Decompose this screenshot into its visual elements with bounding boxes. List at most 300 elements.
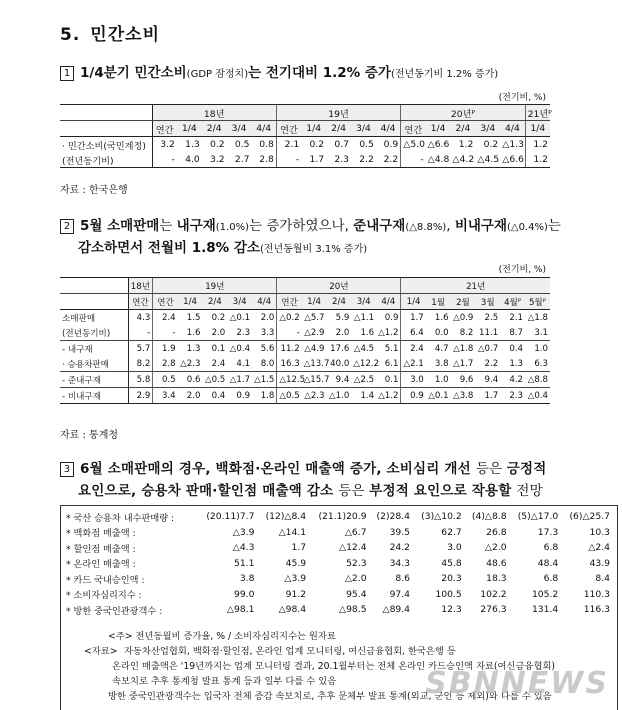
- s2-cell: 2.4: [153, 310, 178, 326]
- s3-indicator-value: 110.3: [583, 588, 610, 600]
- s1-cell: 1.7: [301, 152, 326, 168]
- s2-cell: 1.9: [153, 341, 178, 357]
- s1-cell: -: [152, 152, 177, 168]
- s3-indicator-label: * 할인점 매출액 :: [66, 543, 136, 555]
- s3-indicator-value: 43.9: [589, 557, 610, 569]
- s2-header-corner: [60, 278, 128, 294]
- s2-row-label: - 내구재: [62, 344, 93, 355]
- s3-indicator-value: 62.7: [441, 526, 462, 538]
- s2-t13: 전월비 1.8% 감소: [147, 240, 260, 256]
- s3-t3: 긍정적: [506, 461, 547, 477]
- s3-t4: 요인으로, 승용차 판매·할인점 매출액 감소: [78, 483, 339, 499]
- s2-column-header: 연간: [153, 294, 178, 310]
- s1-cell: 1.3: [185, 139, 200, 150]
- s1-cell: 0.5: [359, 139, 374, 150]
- section-title: 민간소비: [90, 25, 160, 45]
- s3-indicator-value: 20.3: [441, 573, 462, 585]
- s1-cell: 4.0: [177, 152, 202, 168]
- s2-cell: 3.1: [525, 325, 550, 341]
- s2-cell: 6.4: [401, 325, 426, 341]
- s3-indicator-value: △2.0: [344, 573, 367, 585]
- s3-heading: [60, 458, 547, 480]
- s2-cell: 2.8: [153, 356, 178, 372]
- s2-cell: 2.4: [202, 356, 227, 372]
- s2-heading-line2: [78, 237, 367, 261]
- s1-source: 자료 : 한국은행: [60, 185, 128, 196]
- s2-column-header: 5월ᴾ: [525, 294, 550, 310]
- s3-source-label: <자료>: [84, 646, 118, 657]
- s1-text-3: 는: [248, 65, 266, 81]
- s3-source-line: 온라인 매출액은 '19년까지는 업계 모니터링 결과, 20.1월부터는 전체 온라인 카드승인액 자료(여신금융협회): [112, 661, 556, 672]
- s2-t9: 비내구재: [454, 218, 508, 234]
- s1-column-header: 1/4: [177, 121, 202, 137]
- s2-t8: ,: [446, 218, 455, 234]
- s2-cell: 8.0: [252, 356, 277, 372]
- s3-indicator-value: △4.3: [232, 542, 255, 554]
- s2-cell: △1.8: [527, 312, 548, 323]
- s2-cell: 2.0: [202, 325, 227, 341]
- s2-cell: 1.6: [178, 325, 203, 341]
- section-number: 5.: [60, 25, 81, 45]
- s1-column-header: 연간: [401, 121, 426, 137]
- s2-t3: 내구재: [176, 218, 216, 234]
- s2-cell: 2.0: [178, 388, 203, 404]
- s1-year-header: 19년: [276, 105, 400, 121]
- s2-cell: 1.5: [186, 312, 201, 323]
- s2-cell: △0.4: [525, 388, 550, 404]
- s1-year-header: 21년ᴾ: [525, 105, 550, 121]
- s2-cell: △0.7: [477, 343, 499, 354]
- s2-cell: △13.7: [302, 356, 327, 372]
- s3-indicator-value: (2)28.4: [376, 511, 411, 523]
- s3-indicator-value: 95.4: [346, 588, 367, 600]
- s2-cell: 2.3: [500, 388, 525, 404]
- s3-indicator-label: * 국산 승용차 내수판매량 :: [66, 512, 175, 524]
- s2-column-header: 1월: [426, 294, 451, 310]
- s2-cell: △1.0: [327, 388, 352, 404]
- s1-column-header: 1/4: [301, 121, 326, 137]
- s2-header-corner: [60, 294, 128, 310]
- s1-row-label: (전년동기비): [60, 152, 152, 168]
- s2-cell: 16.3: [277, 356, 302, 372]
- s2-cell: 0.9: [227, 388, 252, 404]
- s2-cell: 1.7: [475, 388, 500, 404]
- s2-cell: △5.7: [304, 312, 325, 323]
- s3-indicator-value: 102.2: [480, 588, 507, 600]
- s2-year-header: 21년: [401, 278, 550, 294]
- s1-cell: 2.7: [227, 152, 252, 168]
- s2-cell: △4.9: [304, 343, 325, 354]
- s1-column-header: 4/4: [500, 121, 525, 137]
- s2-cell: △1.7: [227, 372, 252, 388]
- s2-cell: △1.2: [376, 325, 401, 341]
- s3-indicator-value: △12.4: [339, 542, 367, 554]
- s3-source-line: 자동차산업협회, 백화점·할인점, 온라인 업계 모니터링, 여신금융협회, 한국은행 등: [124, 646, 456, 657]
- s1-year-header: 18년: [152, 105, 276, 121]
- s3-indicator-value: 10.3: [589, 526, 610, 538]
- s1-unit: (전기비, %): [498, 93, 546, 103]
- s2-cell: △0.5: [202, 372, 227, 388]
- s2-cell: 3.4: [153, 388, 178, 404]
- s2-cell: -: [153, 325, 178, 341]
- s2-column-header: 4/4: [376, 294, 401, 310]
- s2-cell: 4.7: [434, 343, 449, 354]
- s2-cell: △0.5: [277, 388, 302, 404]
- table-row: [60, 152, 550, 168]
- s2-cell: 2.1: [509, 312, 523, 323]
- list-item: [64, 571, 612, 587]
- s3-source-line: 속보치로 추후 통계청 발표 통계 등과 일부 다를 수 있음: [112, 676, 337, 687]
- s1-column-header: 1/4: [525, 121, 550, 137]
- s3-indicator-value: 131.4: [531, 604, 559, 616]
- s3-number-box: 3: [60, 462, 74, 477]
- s2-cell: 0.9: [401, 388, 426, 404]
- s2-cell: 9.4: [475, 372, 500, 388]
- sbn-news-watermark: SBNNEWS: [425, 666, 609, 701]
- s1-cell: △4.2: [451, 152, 476, 168]
- s3-indicator-value: △3.9: [284, 573, 307, 585]
- s1-text-4: 전기대비 1.2% 증가: [265, 65, 391, 81]
- s1-header-corner: [60, 105, 152, 121]
- s2-column-header: 2/4: [202, 294, 227, 310]
- s3-indicator-label: * 온라인 매출액 :: [66, 559, 136, 571]
- s3-indicator-value: (21.1)20.9: [318, 511, 367, 523]
- s2-cell: 8.2: [451, 325, 476, 341]
- s2-cell: 4.1: [227, 356, 252, 372]
- s3-indicator-value: 18.3: [486, 573, 507, 585]
- s2-cell: 1.7: [401, 310, 426, 326]
- table-row: [60, 310, 550, 326]
- s2-column-header: 2월: [451, 294, 476, 310]
- s2-cell: △2.9: [302, 325, 327, 341]
- s2-year-header: 18년: [128, 278, 153, 294]
- s3-indicator-value: △98.5: [339, 604, 367, 616]
- s2-cell: △15.7: [302, 372, 327, 388]
- s2-cell: △2.1: [401, 356, 426, 372]
- s2-cell: 8.2: [128, 356, 153, 372]
- s2-cell: 5.1: [384, 343, 399, 354]
- s2-cell: △1.5: [252, 372, 277, 388]
- s3-indicator-value: 51.1: [233, 557, 255, 569]
- s2-cell: 9.4: [327, 372, 352, 388]
- s3-indicator-value: 8.6: [395, 573, 411, 585]
- s2-cell: -: [128, 325, 153, 341]
- s3-t7: 전망: [516, 483, 543, 499]
- list-item: [64, 509, 612, 525]
- s3-indicator-value: △98.4: [278, 604, 307, 616]
- s3-indicator-value: 24.2: [389, 542, 411, 554]
- s2-cell: 0.9: [384, 312, 399, 323]
- s2-cell: 5.8: [128, 372, 153, 388]
- s3-indicator-label: * 방한 중국인관광객수 :: [66, 605, 163, 617]
- table-row: [60, 137, 550, 153]
- s2-t5: 는 증가하였으나,: [249, 218, 354, 234]
- s1-cell: 2.8: [252, 152, 277, 168]
- s2-cell: 1.4: [351, 388, 376, 404]
- s2-cell: 6.3: [525, 356, 550, 372]
- list-item: [64, 540, 612, 556]
- list-item: [64, 556, 612, 572]
- s3-indicator-value: △2.0: [484, 542, 507, 554]
- s3-indicator-value: 34.3: [389, 557, 411, 569]
- s1-column-header: 3/4: [475, 121, 500, 137]
- s3-indicator-label: * 백화점 매출액 :: [66, 528, 136, 540]
- s1-column-header: 연간: [152, 121, 177, 137]
- s2-cell: 1.0: [534, 343, 548, 354]
- list-item: [64, 525, 612, 541]
- table-row: [60, 372, 550, 388]
- s2-cell: 0.2: [211, 312, 226, 323]
- s2-cell: 0.1: [376, 372, 401, 388]
- s1-row-label: · 민간소비(국민계정): [62, 140, 147, 152]
- s3-indicator-value: △89.4: [382, 604, 411, 616]
- s2-cell: 9.6: [451, 372, 476, 388]
- s2-cell: 17.6: [330, 343, 350, 354]
- s2-cell: 1.0: [426, 372, 451, 388]
- s1-text-1: 1/4분기 민간소비: [80, 65, 187, 81]
- s2-cell: 0.5: [153, 372, 178, 388]
- s2-cell: 0.6: [178, 372, 203, 388]
- s2-column-header: 4/4: [252, 294, 277, 310]
- s1-text-5: (전년동기비 1.2% 증가): [390, 69, 499, 80]
- s2-t1: 5월 소매판매: [80, 218, 160, 234]
- s1-cell: 0.9: [383, 139, 399, 150]
- s1-cell: 0.7: [334, 139, 349, 150]
- s2-year-header: 20년: [277, 278, 401, 294]
- s1-cell: △4.8: [426, 152, 451, 168]
- s1-cell: 1.2: [525, 152, 550, 168]
- s2-cell: 0.4: [509, 343, 523, 354]
- s3-heading-line2: [78, 480, 543, 502]
- s1-cell: 3.2: [152, 137, 177, 153]
- s3-indicator-label: * 카드 국내승인액 :: [66, 574, 145, 586]
- s1-column-header: 4/4: [252, 121, 277, 137]
- s2-cell: 2.0: [260, 312, 275, 323]
- s2-cell: △0.4: [229, 343, 251, 354]
- s2-cell: 5.9: [335, 312, 350, 323]
- s2-cell: △2.3: [178, 356, 203, 372]
- s2-year-header: 19년: [153, 278, 277, 294]
- s3-indicator-value: △2.4: [588, 542, 610, 554]
- s2-cell: △12.5: [277, 372, 302, 388]
- s2-cell: 2.0: [327, 325, 352, 341]
- s3-indicator-value: (20.11)7.7: [206, 511, 255, 523]
- s2-row-label: - 비내구재: [60, 388, 128, 404]
- s2-column-header: 연간: [277, 294, 302, 310]
- s2-cell: 1.3: [186, 343, 201, 354]
- s3-indicator-value: 100.5: [435, 588, 462, 600]
- s1-cell: △5.0: [401, 137, 426, 153]
- s2-cell: 2.5: [484, 312, 499, 323]
- s2-cell: 6.1: [376, 356, 401, 372]
- s1-column-header: 3/4: [351, 121, 376, 137]
- s1-table: [60, 104, 550, 168]
- s3-indicator-value: 45.9: [285, 557, 307, 569]
- s2-cell: 11.2: [277, 341, 302, 357]
- s1-cell: △1.3: [502, 139, 524, 150]
- s2-cell: 11.1: [475, 325, 500, 341]
- s3-indicator-value: 99.0: [233, 588, 255, 600]
- s2-cell: △0.9: [453, 312, 474, 323]
- s3-indicator-value: (4)△8.8: [471, 511, 507, 523]
- s1-cell: 0.5: [234, 139, 250, 150]
- page-title: [60, 20, 170, 45]
- s2-cell: 1.3: [500, 356, 525, 372]
- s3-indicator-value: 52.3: [346, 557, 367, 569]
- s3-indicator-value: 45.8: [441, 557, 462, 569]
- s3-indicator-value: 276.3: [480, 604, 507, 616]
- s2-cell: 1.6: [434, 312, 449, 323]
- s2-column-header: 1/4: [302, 294, 327, 310]
- s3-t2: 등은: [475, 461, 507, 477]
- s2-cell: 3.3: [252, 325, 277, 341]
- s2-number-box: 2: [60, 219, 74, 234]
- s2-cell: 40.0: [327, 356, 352, 372]
- s1-year-header: 20년ᴾ: [401, 105, 525, 121]
- s2-t14: (전년동월비 3.1% 증가): [259, 244, 368, 255]
- s1-cell: 2.1: [276, 137, 301, 153]
- s2-cell: 4.3: [128, 310, 153, 326]
- s2-cell: 1.8: [252, 388, 277, 404]
- s2-t7: (△8.8%): [405, 222, 447, 233]
- s2-cell: 2.9: [128, 388, 153, 404]
- s1-cell: 1.2: [525, 137, 550, 153]
- s2-cell: 4.2: [500, 372, 525, 388]
- s3-indicator-value: 3.8: [239, 573, 255, 585]
- s1-column-header: 2/4: [202, 121, 227, 137]
- s2-cell: △0.1: [229, 312, 251, 323]
- s3-indicator-value: △98.1: [226, 604, 255, 616]
- s2-cell: △3.8: [451, 388, 476, 404]
- s1-cell: -: [276, 152, 301, 168]
- s1-column-header: 3/4: [227, 121, 252, 137]
- s2-column-header: 3월: [475, 294, 500, 310]
- s3-indicator-value: 26.8: [486, 526, 507, 538]
- s2-source: 자료 : 통계청: [60, 430, 119, 441]
- s2-t12: 감소하면서: [78, 240, 148, 256]
- s1-column-header: 2/4: [326, 121, 351, 137]
- s2-cell: △0.2: [277, 310, 302, 326]
- s3-indicator-value: 6.8: [543, 573, 559, 585]
- s2-cell: 3.8: [426, 356, 451, 372]
- s2-cell: △1.2: [376, 388, 401, 404]
- s2-cell: △2.5: [351, 372, 376, 388]
- s1-header-corner: [60, 121, 152, 137]
- s2-column-header: 3/4: [227, 294, 252, 310]
- s2-t4: (1.0%): [215, 222, 249, 233]
- s3-indicator-value: △6.7: [344, 526, 367, 538]
- s2-cell: -: [277, 325, 302, 341]
- s1-cell: 0.2: [483, 139, 499, 150]
- s2-row-label: · 승용차판매: [60, 356, 128, 372]
- s3-indicator-value: (3)△10.2: [421, 511, 462, 523]
- s3-indicator-value: △14.1: [278, 526, 307, 538]
- s2-unit: (전기비, %): [498, 265, 546, 275]
- s1-cell: 0.2: [309, 139, 325, 150]
- s2-cell: 5.7: [128, 341, 153, 357]
- s1-cell: 0.8: [259, 139, 274, 150]
- s2-row-label: (전년동기비): [60, 325, 128, 341]
- s3-source-line: 방한 중국인관광객수는 입국자 전체 증감 속보치로, 추후 문체부 발표 통계(외교, 군인 등 제외)와 다를 수 있음: [108, 691, 552, 702]
- s3-indicator-value: 6.8: [543, 542, 559, 554]
- s2-cell: 2.4: [401, 341, 426, 357]
- list-item: [64, 602, 612, 618]
- s2-row-label: 소매판매: [62, 313, 96, 324]
- s2-column-header: 1/4: [401, 294, 426, 310]
- s1-column-header: 1/4: [426, 121, 451, 137]
- s1-cell: △6.6: [500, 152, 525, 168]
- table-row: [60, 388, 550, 404]
- s2-cell: △8.8: [525, 372, 550, 388]
- s2-t6: 준내구재: [353, 218, 406, 234]
- s1-number-box: 1: [60, 66, 74, 81]
- s1-cell: 2.3: [326, 152, 351, 168]
- s2-cell: △0.1: [426, 388, 451, 404]
- list-item: [64, 587, 612, 603]
- s3-t5: 등은: [338, 483, 370, 499]
- s2-cell: 8.7: [500, 325, 525, 341]
- s2-cell: △1.1: [353, 312, 375, 323]
- s1-cell: 2.2: [351, 152, 376, 168]
- table-row: [60, 356, 550, 372]
- s3-indicator-value: (6)△25.7: [569, 511, 610, 523]
- s2-cell: △4.5: [353, 343, 375, 354]
- s2-cell: 0.0: [426, 325, 451, 341]
- s2-t11: 는: [547, 218, 561, 234]
- s3-indicator-label: * 소비자심리지수 :: [66, 590, 142, 602]
- table-row: [60, 325, 550, 341]
- s1-column-header: 4/4: [376, 121, 401, 137]
- s1-cell: 3.2: [202, 152, 227, 168]
- s1-text-2: (GDP 잠정치): [186, 69, 249, 80]
- s3-indicator-value: 105.2: [531, 588, 559, 600]
- s3-indicator-value: △3.9: [232, 526, 255, 538]
- s1-cell: 0.2: [210, 139, 225, 150]
- s3-indicator-value: 97.4: [389, 588, 411, 600]
- s3-indicator-value: 48.4: [537, 557, 559, 569]
- s2-cell: 2.2: [475, 356, 500, 372]
- s1-cell: △4.5: [475, 152, 500, 168]
- s2-t10: (△0.4%): [507, 222, 548, 233]
- s2-table: [60, 277, 550, 404]
- s3-indicator-value: 8.4: [595, 573, 610, 585]
- s2-row-label: - 준내구재: [60, 372, 128, 388]
- s2-column-header: 3/4: [351, 294, 376, 310]
- table-row: [60, 341, 550, 357]
- s3-indicator-value: 39.5: [389, 526, 411, 538]
- s3-indicator-value: 3.0: [447, 542, 462, 554]
- s3-indicator-value: 116.3: [583, 604, 610, 616]
- s2-column-header: 4월ᴾ: [500, 294, 525, 310]
- s2-cell: △1.7: [451, 356, 476, 372]
- s3-indicator-value: 48.6: [486, 557, 507, 569]
- s2-column-header: 1/4: [178, 294, 203, 310]
- s1-cell: △6.6: [427, 139, 450, 150]
- s2-heading: [60, 215, 561, 239]
- s2-cell: 0.1: [211, 343, 226, 354]
- s2-t2: 는: [159, 218, 177, 234]
- s2-cell: △1.8: [453, 343, 474, 354]
- s2-cell: △2.3: [302, 388, 327, 404]
- s3-indicator-value: 1.7: [291, 542, 307, 554]
- s1-cell: 1.2: [458, 139, 474, 150]
- s1-column-header: 2/4: [451, 121, 476, 137]
- s3-note: <주> 전년동월비 증가율, % / 소비자심리지수는 원자료: [108, 631, 336, 642]
- s2-cell: 1.6: [351, 325, 376, 341]
- s3-indicator-value: 91.2: [285, 588, 307, 600]
- s2-cell: 3.0: [401, 372, 426, 388]
- s1-heading: [60, 62, 498, 86]
